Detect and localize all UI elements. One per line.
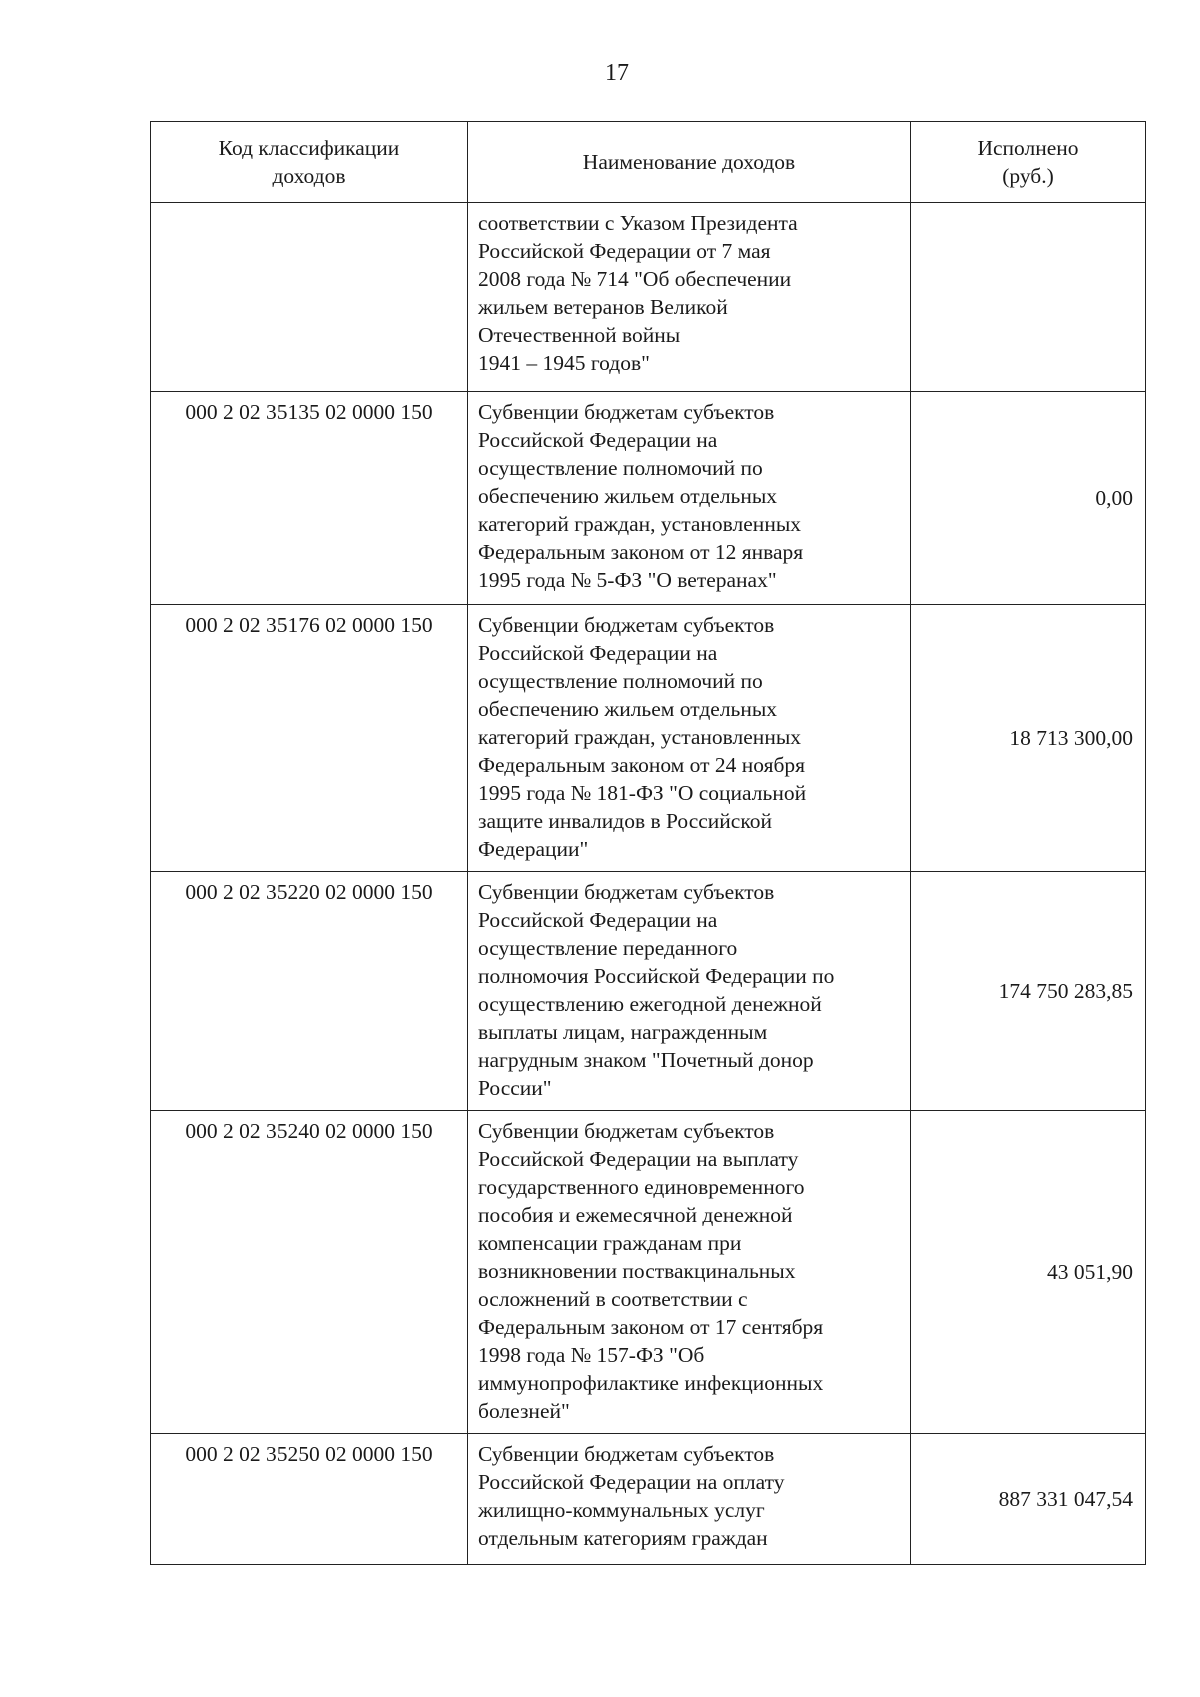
executed-amount: 0,00 [1095, 486, 1133, 510]
classification-code-cell [151, 605, 468, 872]
table-row [151, 203, 1146, 392]
income-name-cell [468, 605, 911, 872]
classification-code-cell [151, 203, 468, 392]
executed-amount: 43 051,90 [1047, 1260, 1133, 1284]
executed-amount-cell [911, 872, 1146, 1111]
executed-amount: 174 750 283,85 [998, 979, 1133, 1003]
header-code-label: Код классификации доходов [218, 136, 400, 188]
income-name: Субвенции бюджетам субъектов Российской Федерации на осуществление полномочий по обеспечению жильем отдельных категорий граждан, установленных Федеральным законом от 24 ноября 1995 года № 181-ФЗ "О социальной защите инвалидов в Российской Федерации" [478, 613, 807, 861]
header-code [151, 122, 468, 203]
table-row [151, 392, 1146, 605]
income-name-cell [468, 872, 911, 1111]
executed-amount-cell [911, 1434, 1146, 1565]
executed-amount: 18 713 300,00 [1009, 726, 1133, 750]
table-row [151, 1434, 1146, 1565]
income-name-cell [468, 203, 911, 392]
classification-code-cell [151, 1111, 468, 1434]
income-table [150, 121, 1146, 1565]
classification-code-cell [151, 392, 468, 605]
table-row [151, 1111, 1146, 1434]
income-name: Субвенции бюджетам субъектов Российской Федерации на осуществление полномочий по обеспечению жильем отдельных категорий граждан, установленных Федеральным законом от 12 января 1995 года № 5-ФЗ "О ветеранах" [478, 400, 804, 592]
classification-code-cell [151, 1434, 468, 1565]
classification-code-cell [151, 872, 468, 1111]
header-name [468, 122, 911, 203]
table-header-row [151, 122, 1146, 203]
table-row [151, 605, 1146, 872]
classification-code: 000 2 02 35176 02 0000 150 [185, 613, 433, 637]
executed-amount-cell [911, 1111, 1146, 1434]
classification-code: 000 2 02 35135 02 0000 150 [185, 400, 433, 424]
page-number: 17 [605, 60, 629, 86]
classification-code: 000 2 02 35240 02 0000 150 [185, 1119, 433, 1143]
income-name: соответствии с Указом Президента Российской Федерации от 7 мая 2008 года № 714 "Об обеспечении жильем ветеранов Великой Отечественной войны 1941 – 1945 годов" [478, 211, 798, 375]
executed-amount-cell [911, 203, 1146, 392]
executed-amount-cell [911, 605, 1146, 872]
header-name-label: Наименование доходов [582, 150, 796, 174]
income-name: Субвенции бюджетам субъектов Российской Федерации на оплату жилищно-коммунальных услуг отдельным категориям граждан [478, 1442, 785, 1550]
table-row [151, 872, 1146, 1111]
income-name-cell [468, 1434, 911, 1565]
classification-code: 000 2 02 35220 02 0000 150 [185, 880, 433, 904]
header-amount [911, 122, 1146, 203]
header-amount-label: Исполнено (руб.) [977, 136, 1079, 188]
classification-code: 000 2 02 35250 02 0000 150 [185, 1442, 433, 1466]
income-name-cell [468, 392, 911, 605]
income-name: Субвенции бюджетам субъектов Российской Федерации на осуществление переданного полномочия Российской Федерации по осуществлению ежегодной денежной выплаты лицам, награжденным нагрудным знаком "Почетный донор России" [478, 880, 835, 1100]
executed-amount-cell [911, 392, 1146, 605]
income-name-cell [468, 1111, 911, 1434]
income-name: Субвенции бюджетам субъектов Российской Федерации на выплату государственного единовременного пособия и ежемесячной денежной компенсации гражданам при возникновении поствакцинальных осложнений в соответствии с Федеральным законом от 17 сентября 1998 года № 157-ФЗ "Об иммунопрофилактике инфекционных болезней" [478, 1119, 824, 1423]
executed-amount: 887 331 047,54 [998, 1487, 1133, 1511]
